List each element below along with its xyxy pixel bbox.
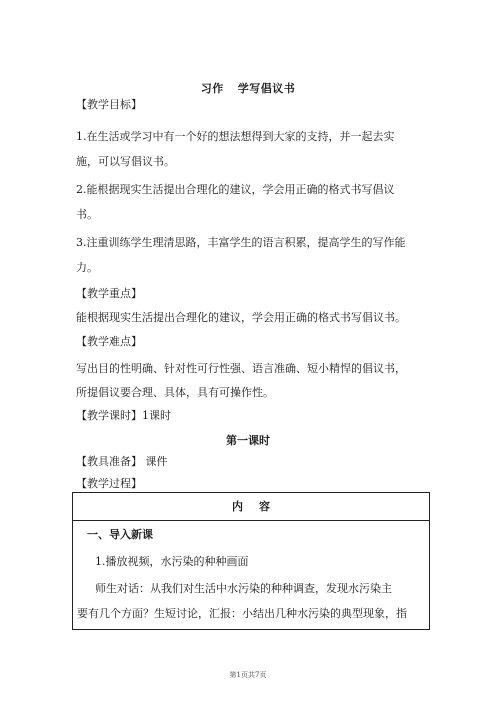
section-import-heading: 一、导入新课 <box>87 528 153 541</box>
objective-1-line-2: 施，可以写倡议书。 <box>76 155 175 168</box>
page-footer: 第1页共7页 <box>229 671 267 679</box>
objectives-heading: 【教学目标】 <box>76 98 142 111</box>
process-heading: 【教学过程】 <box>76 477 142 490</box>
lesson-title: 第一课时 <box>226 434 270 447</box>
title-part-2: 学写倡议书 <box>237 82 296 95</box>
dialog-line-2: 要有几个方面？生短讨论，汇报：小结出几种水污染的典型现象，指 <box>77 607 407 620</box>
table-header-part-1: 内 <box>232 500 243 513</box>
prep-text: 【教具准备】 课件 <box>76 455 168 468</box>
document-title <box>0 80 496 96</box>
keypoint-heading: 【教学重点】 <box>76 287 142 300</box>
dialog-line-1: 师生对话：从我们对生活中水污染的种种调查，发现水污染主 <box>95 582 392 595</box>
objective-1-line-1: 1.在生活或学习中有一个好的想法想得到大家的支持，并一起去实 <box>76 130 395 143</box>
hours-text: 【教学课时】1课时 <box>76 409 171 422</box>
objective-3-line-1: 3.注重训练学生理清思路，丰富学生的语言积累，提高学生的写作能 <box>76 236 406 249</box>
table-header <box>73 493 429 521</box>
objective-3-line-2: 力。 <box>76 261 98 274</box>
title-part-1: 习作 <box>200 82 224 95</box>
difficulty-line-2: 所提倡议要合理、具体，具有可操作性。 <box>76 386 274 399</box>
item-1-text: 1.播放视频，水污染的种种画面 <box>95 555 249 568</box>
difficulty-heading: 【教学难点】 <box>76 335 142 348</box>
table-header-part-2: 容 <box>259 500 270 513</box>
content-table <box>72 492 430 630</box>
objective-2-line-1: 2.能根据现实生活提出合理化的建议，学会用正确的格式书写倡议 <box>76 183 395 196</box>
keypoint-text: 能根据现实生活提出合理化的建议，学会用正确的格式书写倡议书。 <box>76 311 406 324</box>
objective-2-line-2: 书。 <box>76 208 98 221</box>
difficulty-line-1: 写出目的性明确、针对性可行性强、语言准确、短小精悍的倡议书， <box>76 362 406 375</box>
